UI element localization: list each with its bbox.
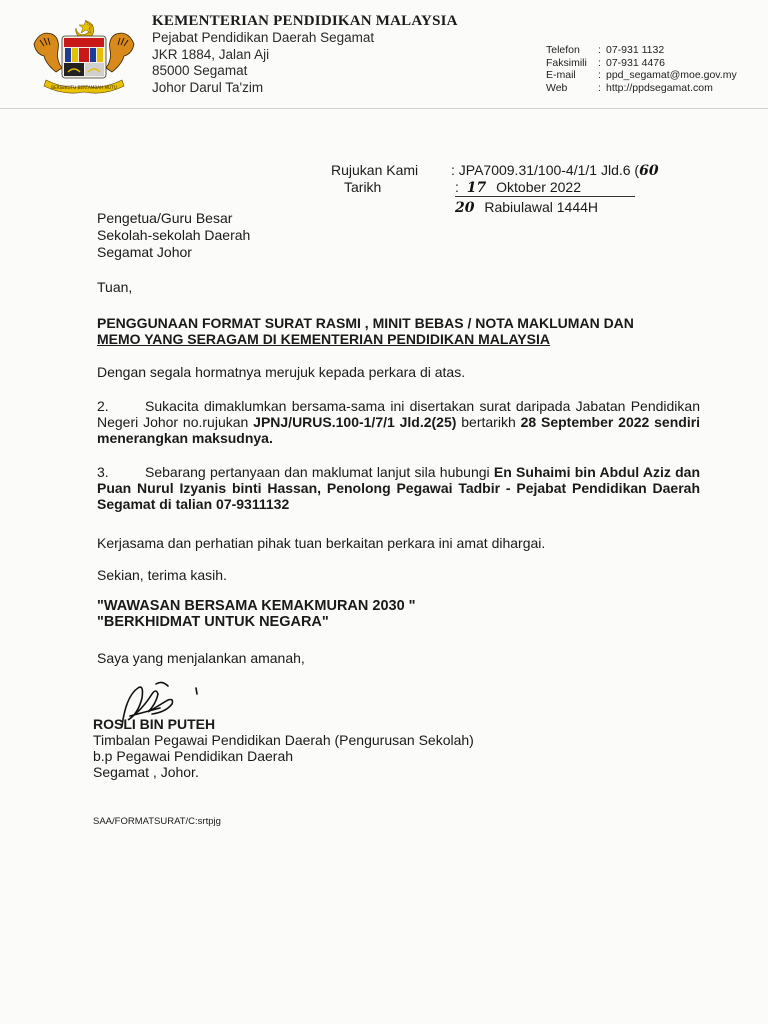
reference-value <box>451 162 659 179</box>
contact-separator: : <box>598 69 601 81</box>
file-reference: SAA/FORMATSURAT/C:srtpjg <box>93 816 221 827</box>
motto <box>97 598 416 630</box>
address-line: JKR 1884, Jalan Aji <box>152 46 270 62</box>
salutation: Tuan, <box>97 279 133 295</box>
office-address <box>152 30 374 96</box>
contact-label: Telefon <box>546 44 580 56</box>
contact-label: Web <box>546 81 568 94</box>
address-line: 85000 Segamat <box>152 63 248 78</box>
recipient-line: Sekolah-sekolah Daerah <box>97 227 251 243</box>
date-underline <box>455 196 635 197</box>
contact-phone <box>546 44 737 57</box>
recipient-address <box>97 210 250 261</box>
reference-number: : JPA7009.31/100-4/1/1 Jld.6 ( <box>451 162 640 178</box>
date-label: Tarikh <box>344 179 382 195</box>
motto-line: "BERKHIDMAT UNTUK NEGARA" <box>97 614 329 630</box>
handwritten-reference-number: 60 <box>639 163 659 179</box>
contact-value: 07-931 1132 <box>606 44 665 56</box>
paragraph-5: Sekian, terima kasih. <box>97 567 227 583</box>
contact-value: http://ppdsegamat.com <box>606 81 713 94</box>
letter-subject <box>97 315 707 347</box>
reference-label: Rujukan Kami <box>331 162 419 178</box>
contact-persons-bold: En Suhaimi bin Abdul Aziz dan Puan Nurul Izyanis binti Hassan, Penolong Pegawai Tadbir - Pejabat Pendidikan Daerah Segamat di talian 07-9311132 <box>97 464 701 512</box>
signatory-block <box>93 716 474 780</box>
hijri-date <box>455 199 598 216</box>
contact-web <box>546 82 737 95</box>
ministry-name: KEMENTERIAN PENDIDIKAN MALAYSIA <box>152 13 458 29</box>
contact-separator: : <box>598 81 601 94</box>
closing-phrase: Saya yang menjalankan amanah, <box>97 650 305 666</box>
recipient-line: Pengetua/Guru Besar <box>97 210 233 226</box>
contact-email <box>546 69 737 82</box>
signatory-title: Timbalan Pegawai Pendidikan Daerah (Pengurusan Sekolah) <box>93 732 474 748</box>
paragraph-text: bertarikh <box>461 414 516 430</box>
handwritten-day: 17 <box>466 180 487 196</box>
svg-text:BERSEKUTU BERTAMBAH MUTU: BERSEKUTU BERTAMBAH MUTU <box>51 85 117 90</box>
contact-value: 07-931 4476 <box>606 56 665 69</box>
date-value <box>455 179 581 196</box>
contact-label: Faksimili <box>546 56 587 69</box>
paragraph-3 <box>97 464 700 512</box>
signatory-name: ROSLI BIN PUTEH <box>93 716 216 732</box>
recipient-line: Segamat Johor <box>97 244 192 260</box>
signatory-location: Segamat , Johor. <box>93 764 199 780</box>
address-line: Johor Darul Ta'zim <box>152 79 264 95</box>
subject-line: MEMO YANG SERAGAM DI KEMENTERIAN PENDIDIKAN MALAYSIA <box>97 331 550 347</box>
subject-line: PENGGUNAAN FORMAT SURAT RASMI , MINIT BEBAS / NOTA MAKLUMAN DAN <box>97 315 634 331</box>
paragraph-1: Dengan segala hormatnya merujuk kepada perkara di atas. <box>97 364 466 380</box>
contact-details <box>546 44 737 94</box>
paragraph-text: Sebarang pertanyaan dan maklumat lanjut sila hubungi <box>145 464 490 480</box>
malaysia-coat-of-arms-logo <box>28 14 140 96</box>
paragraph-number: 3. <box>97 464 109 480</box>
signatory-title: b.p Pegawai Pendidikan Daerah <box>93 748 294 764</box>
contact-value: ppd_segamat@moe.gov.my <box>606 69 737 81</box>
reference-number-bold: JPNJ/URUS.100-1/7/1 Jld.2(25) <box>253 414 457 430</box>
contact-label: E-mail <box>546 69 576 81</box>
paragraph-4: Kerjasama dan perhatian pihak tuan berkaitan perkara ini amat dihargai. <box>97 535 546 551</box>
paragraph-number: 2. <box>97 398 109 414</box>
date-colon: : <box>455 179 459 195</box>
hijri-month-year: Rabiulawal 1444H <box>484 199 599 215</box>
handwritten-hijri-day: 20 <box>455 200 475 216</box>
reference-date-bold: 28 September 2022 sendiri menerangkan maksudnya. <box>97 414 701 446</box>
date-month-year: Oktober 2022 <box>496 179 581 195</box>
contact-separator: : <box>598 44 601 56</box>
paragraph-text: Sukacita dimaklumkan bersama-sama ini disertakan surat daripada Jabatan Pendidikan Negeri Johor no.rujukan <box>97 398 700 430</box>
letterhead-divider <box>0 108 768 109</box>
office-name: Pejabat Pendidikan Daerah Segamat <box>152 30 375 45</box>
contact-fax <box>546 57 737 70</box>
contact-separator: : <box>598 56 601 69</box>
paragraph-2 <box>97 398 700 446</box>
motto-line: "WAWASAN BERSAMA KEMAKMURAN 2030 " <box>97 598 416 614</box>
